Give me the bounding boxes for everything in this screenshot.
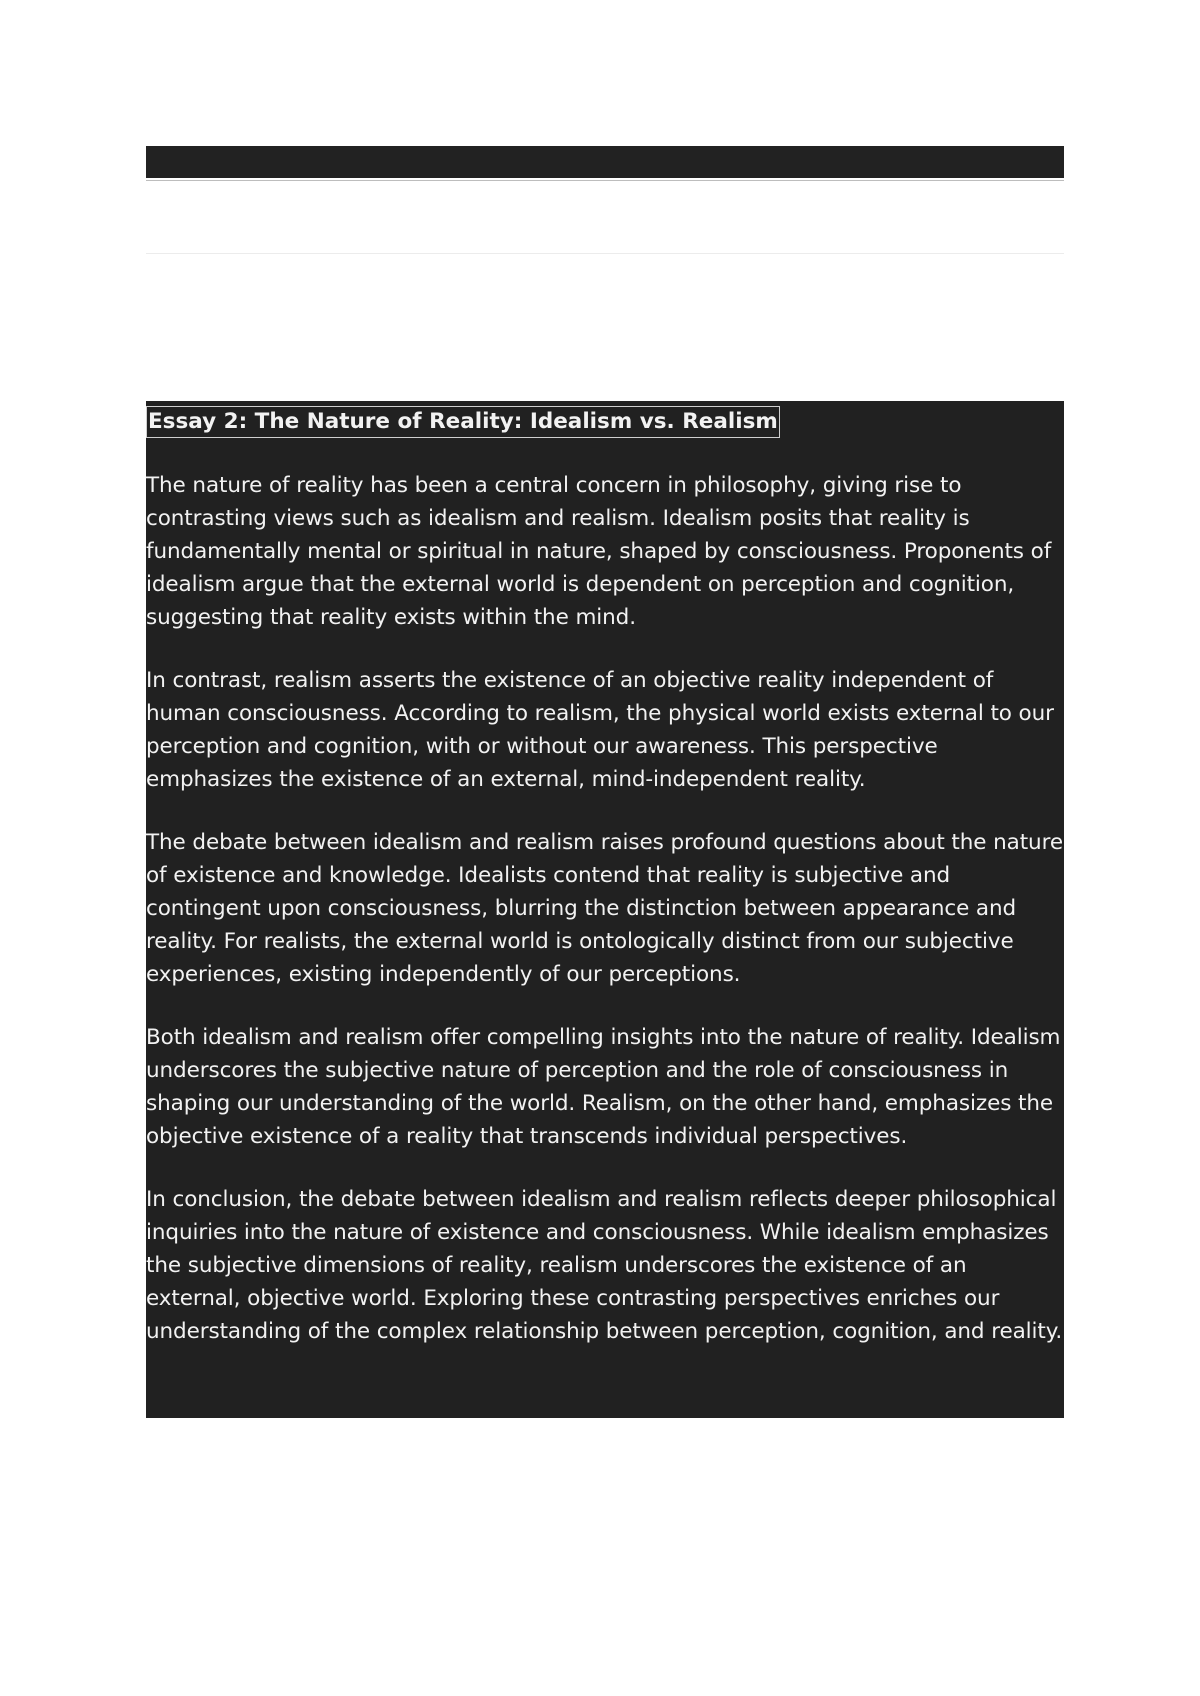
essay-title: Essay 2: The Nature of Reality: Idealism vs. Realism <box>146 406 780 438</box>
section-divider <box>146 253 1064 254</box>
essay-paragraph: In contrast, realism asserts the existence of an objective reality independent of human consciousness. According to realism, the physical world exists external to our perception and cognition, with or without our awareness. This perspective emphasizes the existence of an external, mind-independent reality. <box>146 668 1054 792</box>
header-bar <box>146 146 1064 178</box>
essay-paragraph: The nature of reality has been a central concern in philosophy, giving rise to contrasting views such as idealism and realism. Idealism posits that reality is fundamentally mental or spiritual in nature, shaped by consciousness. Proponents of idealism argue that the external world is dependent on perception and cognition, suggesting that reality exists within the mind. <box>146 473 1052 630</box>
essay-paragraph: In conclusion, the debate between idealism and realism reflects deeper philosophical inquiries into the nature of existence and consciousness. While idealism emphasizes the subjective dimensions of reality, realism underscores the existence of an external, objective world. Exploring these contrasting perspectives enriches our understanding of the complex relationship between perception, cognition, and reality. <box>146 1187 1063 1344</box>
essay-block <box>146 401 1064 1418</box>
header-underline <box>146 180 1064 181</box>
essay-paragraph: The debate between idealism and realism raises profound questions about the nature of existence and knowledge. Idealists contend that reality is subjective and contingent upon consciousness, blurring the distinction between appearance and reality. For realists, the external world is ontologically distinct from our subjective experiences, existing independently of our perceptions. <box>146 830 1063 987</box>
essay-paragraph: Both idealism and realism offer compelling insights into the nature of reality. Idealism underscores the subjective nature of perception and the role of consciousness in shaping our understanding of the world. Realism, on the other hand, emphasizes the objective existence of a reality that transcends individual perspectives. <box>146 1025 1061 1149</box>
